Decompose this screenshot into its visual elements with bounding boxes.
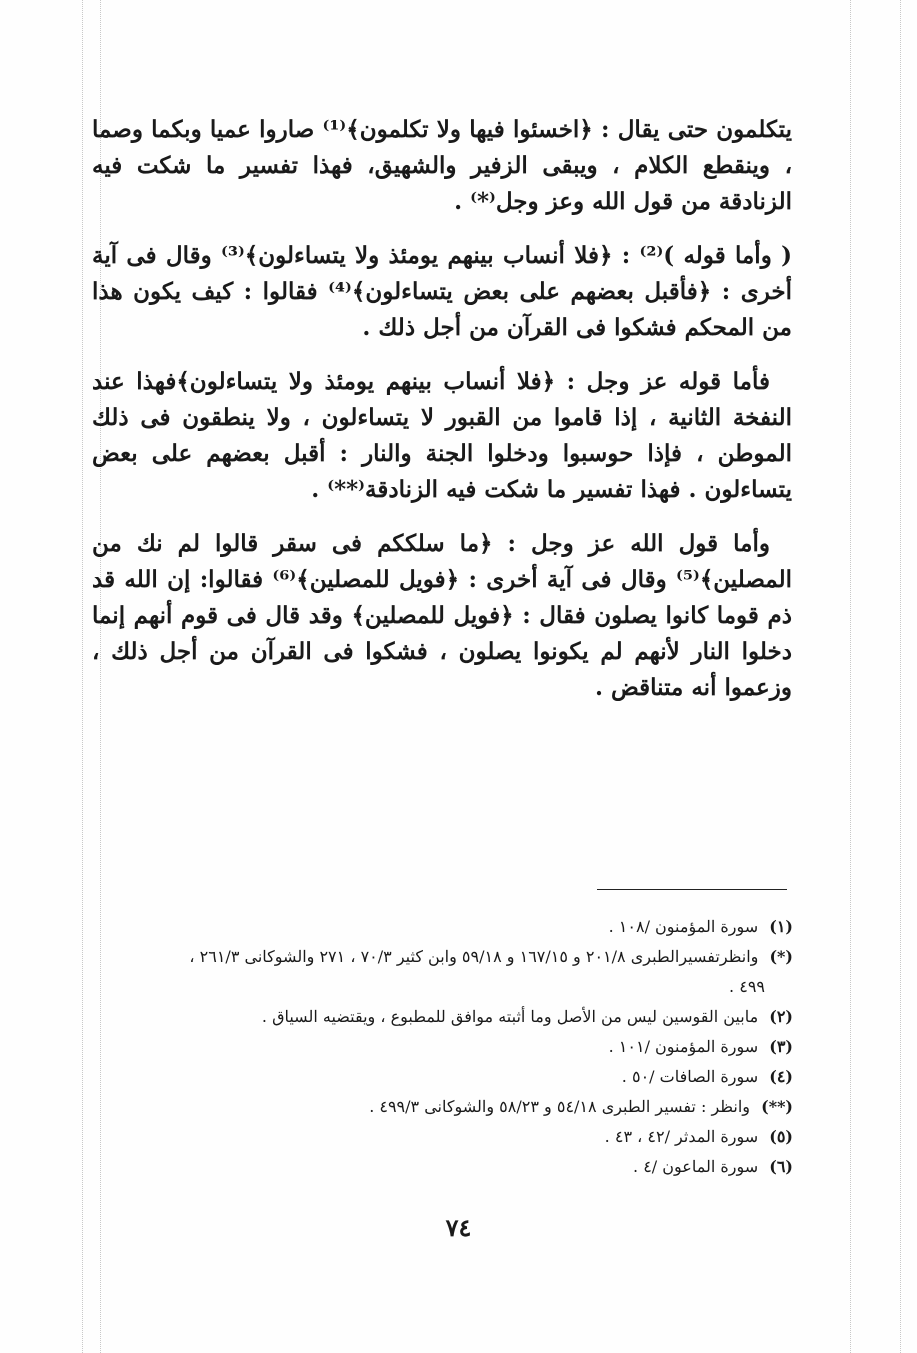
footnote-continuation: ٤٩٩ . xyxy=(729,977,765,996)
footnote xyxy=(88,942,793,972)
footnote-marker: (٢) xyxy=(769,1007,793,1026)
footnote xyxy=(88,1002,793,1032)
footnote xyxy=(88,1032,793,1062)
footnote-marker: (*) xyxy=(769,947,793,966)
footnote xyxy=(88,912,793,942)
paragraph: ( وأما قوله )⁽²⁾ : ﴿فلا أنساب بينهم يومئذ ولا يتساءلون﴾⁽³⁾ وقال فى آية أخرى : ﴿فأقبل بعضهم على بعض يتساءلون﴾⁽⁴⁾ فقالوا : كيف يكون هذا من المحكم فشكوا فى القرآن من أجل ذلك . xyxy=(92,242,792,341)
footnote xyxy=(88,1152,793,1182)
footnote-text: وانظرتفسيرالطبرى ٢٠١/٨ و ١٦٧/١٥ و ٥٩/١٨ وابن كثير ٧٠/٣ ، ٢٧١ والشوكانى ٢٦١/٣ ، xyxy=(189,947,759,966)
footnote-text: سورة الماعون /٤ . xyxy=(633,1157,759,1176)
footnote-text: سورة المؤمنون /١٠٨ . xyxy=(608,917,759,936)
footnote-marker: (٣) xyxy=(769,1037,793,1056)
footnote xyxy=(88,1062,793,1092)
footnote xyxy=(88,1092,793,1122)
footnote-text: وانظر : تفسير الطبرى ٥٤/١٨ و ٥٨/٢٣ والشوكانى ٤٩٩/٣ . xyxy=(369,1097,751,1116)
footnote-marker: (٦) xyxy=(769,1157,793,1176)
footnote-separator xyxy=(597,889,787,890)
footnote-marker: (**) xyxy=(761,1097,793,1116)
footnote-text: سورة الصافات /٥٠ . xyxy=(621,1067,759,1086)
scan-artifact-line xyxy=(82,0,83,1353)
page-number: ٧٤ xyxy=(445,1213,472,1242)
footnote-text: مابين القوسين ليس من الأصل وما أثبته موافق للمطبوع ، ويقتضيه السياق . xyxy=(261,1007,759,1026)
footnote-text: سورة المدثر /٤٢ ، ٤٣ . xyxy=(604,1127,759,1146)
footnotes xyxy=(88,912,793,1182)
paragraph: فأما قوله عز وجل : ﴿فلا أنساب بينهم يومئذ ولا يتساءلون﴾فهذا عند النفخة الثانية ، إذا قاموا من القبور لا يتساءلون ، ولا ينطقون فى ذلك الموطن ، فإذا حوسبوا ودخلوا الجنة والنار : أقبل بعضهم على بعض يتساءلون . فهذا تفسير ما شكت فيه الزنادقة⁽**⁾ . xyxy=(92,368,792,503)
footnote-marker: (١) xyxy=(769,917,793,936)
scan-artifact-line xyxy=(850,0,851,1353)
footnote-marker: (٥) xyxy=(769,1127,793,1146)
footnote xyxy=(88,1122,793,1152)
footnote-marker: (٤) xyxy=(769,1067,793,1086)
footnote-text: سورة المؤمنون /١٠١ . xyxy=(608,1037,759,1056)
paragraph: وأما قول الله عز وجل : ﴿ما سلككم فى سقر قالوا لم نك من المصلين﴾⁽⁵⁾ وقال فى آية أخرى : ﴿فويل للمصلين﴾⁽⁶⁾ فقالوا: إن الله قد ذم قوما كانوا يصلون فقال : ﴿فويل للمصلين﴾ وقد قال فى قوم أنهم إنما دخلوا النار لأنهم لم يكونوا يصلون ، فشكوا فى القرآن من أجل ذلك ، وزعموا أنه متناقض . xyxy=(92,530,792,701)
scan-artifact-line xyxy=(900,0,901,1353)
paragraph: يتكلمون حتى يقال : ﴿اخسئوا فيها ولا تكلمون﴾⁽¹⁾ صاروا عميا وبكما وصما ، وينقطع الكلام ، ويبقى الزفير والشهيق، فهذا تفسير ما شكت فيه الزنادقة من قول الله وعز وجل⁽*⁾ . xyxy=(92,116,792,215)
main-text xyxy=(92,112,792,724)
